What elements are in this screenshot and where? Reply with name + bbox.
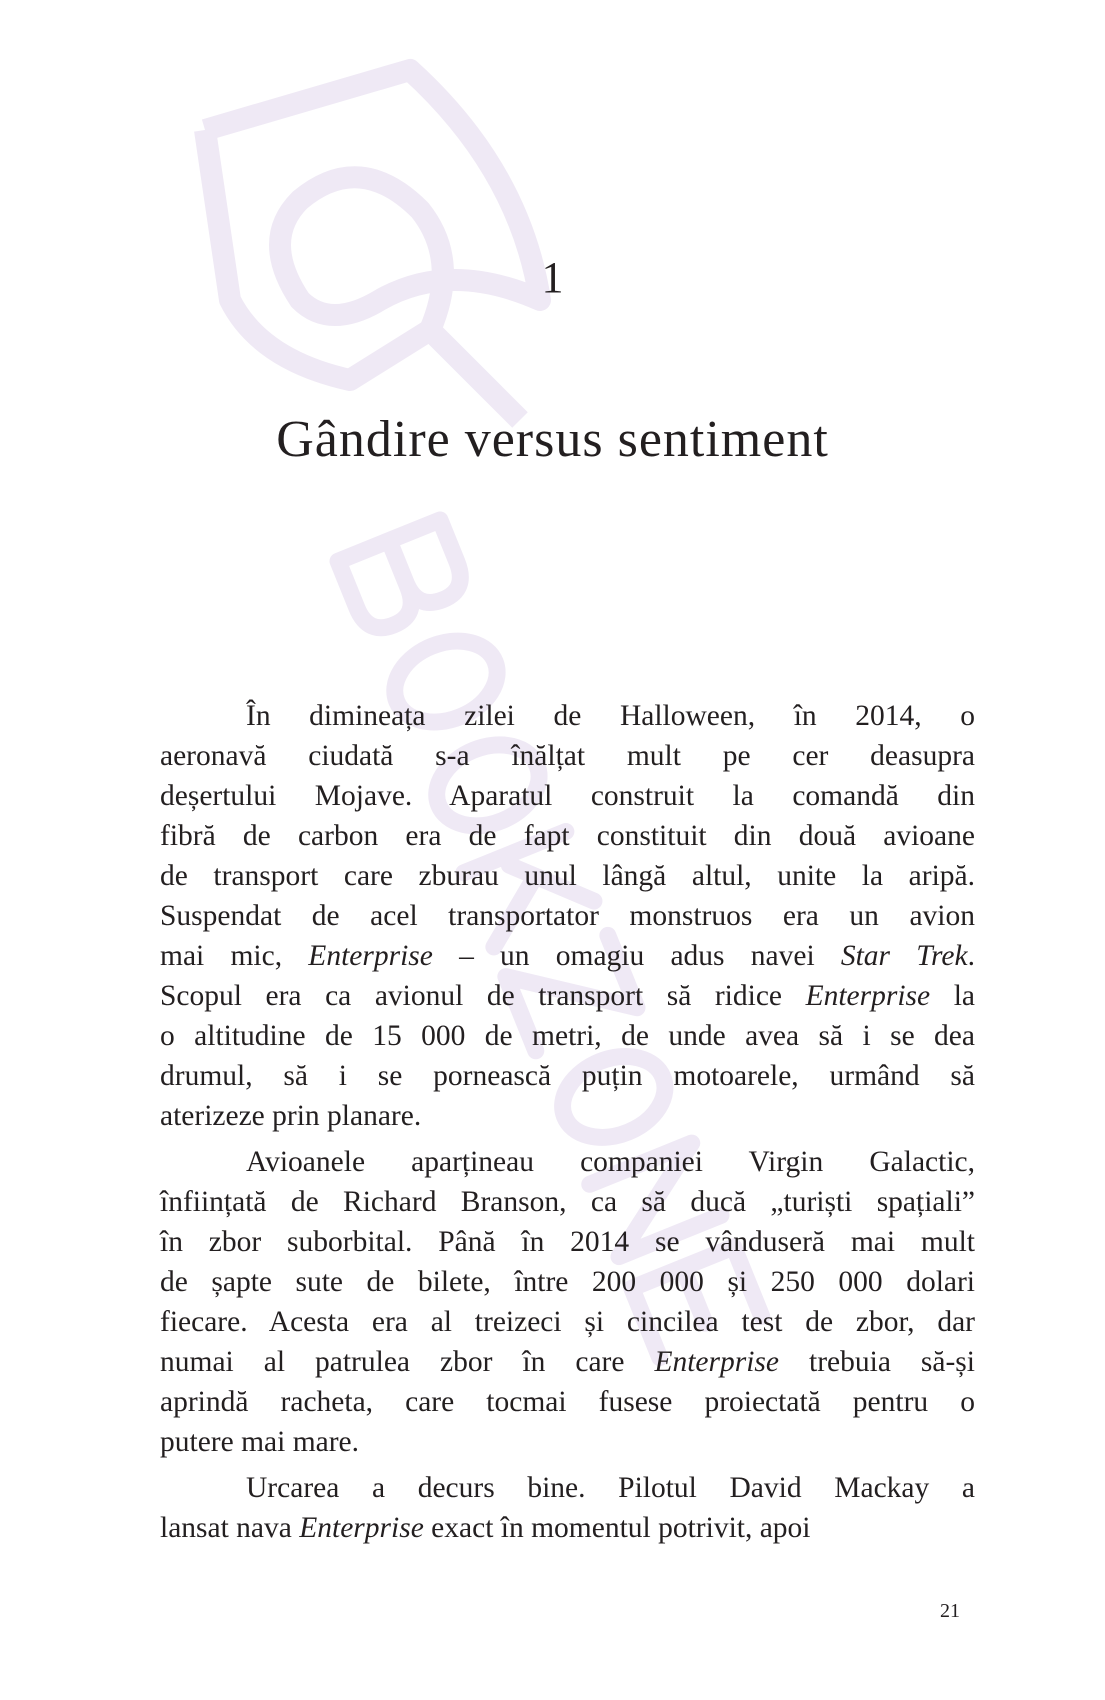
- italic-text: Enterprise: [654, 1346, 780, 1378]
- paragraph: [160, 1468, 975, 1548]
- text-segment: mai mic,: [160, 940, 309, 972]
- page-number: 21: [940, 1600, 960, 1622]
- italic-text: Enterprise: [805, 980, 931, 1012]
- paragraph: [160, 1142, 975, 1462]
- text-line: [160, 776, 975, 816]
- italic-text: Enterprise: [308, 940, 433, 972]
- text-line: [160, 696, 975, 736]
- text-segment: lansat nava: [160, 1512, 300, 1544]
- italic-text: Star Trek: [840, 940, 968, 972]
- text-segment: fiecare. Acesta era al treizeci și cincilea test de zbor, dar: [160, 1306, 975, 1338]
- text-segment: de transport care zburau unul lângă altul, unite la aripă.: [160, 860, 975, 892]
- text-segment: – un omagiu adus navei: [432, 940, 841, 972]
- text-line: [160, 936, 975, 976]
- text-segment: exact în momentul potrivit, apoi: [423, 1512, 811, 1544]
- text-line: [160, 896, 975, 936]
- text-line: [160, 1468, 975, 1508]
- text-segment: drumul, să i se pornească puțin motoarele, urmând să: [160, 1060, 975, 1092]
- text-line: [160, 1016, 975, 1056]
- text-line: [160, 1382, 975, 1422]
- paragraph: [160, 696, 975, 1136]
- text-segment: o altitudine de 15 000 de metri, de unde avea să i se dea: [160, 1020, 975, 1052]
- text-segment: fibră de carbon era de fapt constituit din două avioane: [160, 820, 975, 852]
- text-segment: Avioanele aparțineau companiei Virgin Galactic,: [246, 1146, 975, 1178]
- text-line: [160, 1302, 975, 1342]
- text-segment: Scopul era ca avionul de transport să ridice: [160, 980, 806, 1012]
- text-segment: la: [930, 980, 975, 1012]
- text-segment: trebuia să-și: [779, 1346, 975, 1378]
- text-segment: numai al patrulea zbor în care: [160, 1346, 655, 1378]
- text-segment: .: [967, 940, 975, 972]
- text-segment: aeronavă ciudată s-a înălțat mult pe cer deasupra: [160, 740, 975, 772]
- text-line: [160, 1262, 975, 1302]
- italic-text: Enterprise: [299, 1512, 424, 1544]
- text-line: [160, 736, 975, 776]
- text-segment: Suspendat de acel transportator monstruos era un avion: [160, 900, 975, 932]
- text-line: [160, 976, 975, 1016]
- text-line: [160, 1182, 975, 1222]
- text-segment: Urcarea a decurs bine. Pilotul David Mackay a: [246, 1472, 975, 1504]
- text-line: [160, 1342, 975, 1382]
- text-line: [160, 1222, 975, 1262]
- text-line: [160, 1096, 975, 1136]
- body-text: [160, 696, 975, 1554]
- text-segment: În dimineața zilei de Halloween, în 2014, o: [246, 700, 975, 732]
- text-line: [160, 1056, 975, 1096]
- text-line: [160, 1142, 975, 1182]
- text-segment: aprindă racheta, care tocmai fusese proiectată pentru o: [160, 1386, 975, 1418]
- text-segment: aterizeze prin planare.: [160, 1100, 422, 1132]
- chapter-number: 1: [541, 253, 564, 302]
- text-segment: de șapte sute de bilete, între 200 000 și 250 000 dolari: [160, 1266, 975, 1298]
- text-line: [160, 1508, 975, 1548]
- text-segment: putere mai mare.: [160, 1426, 360, 1458]
- text-segment: înființată de Richard Branson, ca să ducă „turiști spațiali”: [160, 1186, 975, 1218]
- text-line: [160, 856, 975, 896]
- text-segment: în zbor suborbital. Până în 2014 se vânduseră mai mult: [160, 1226, 975, 1258]
- chapter-title: Gândire versus sentiment: [276, 411, 829, 468]
- text-line: [160, 816, 975, 856]
- watermark-logo-icon: [205, 70, 540, 420]
- text-line: [160, 1422, 975, 1462]
- text-segment: deșertului Mojave. Aparatul construit la comandă din: [160, 780, 975, 812]
